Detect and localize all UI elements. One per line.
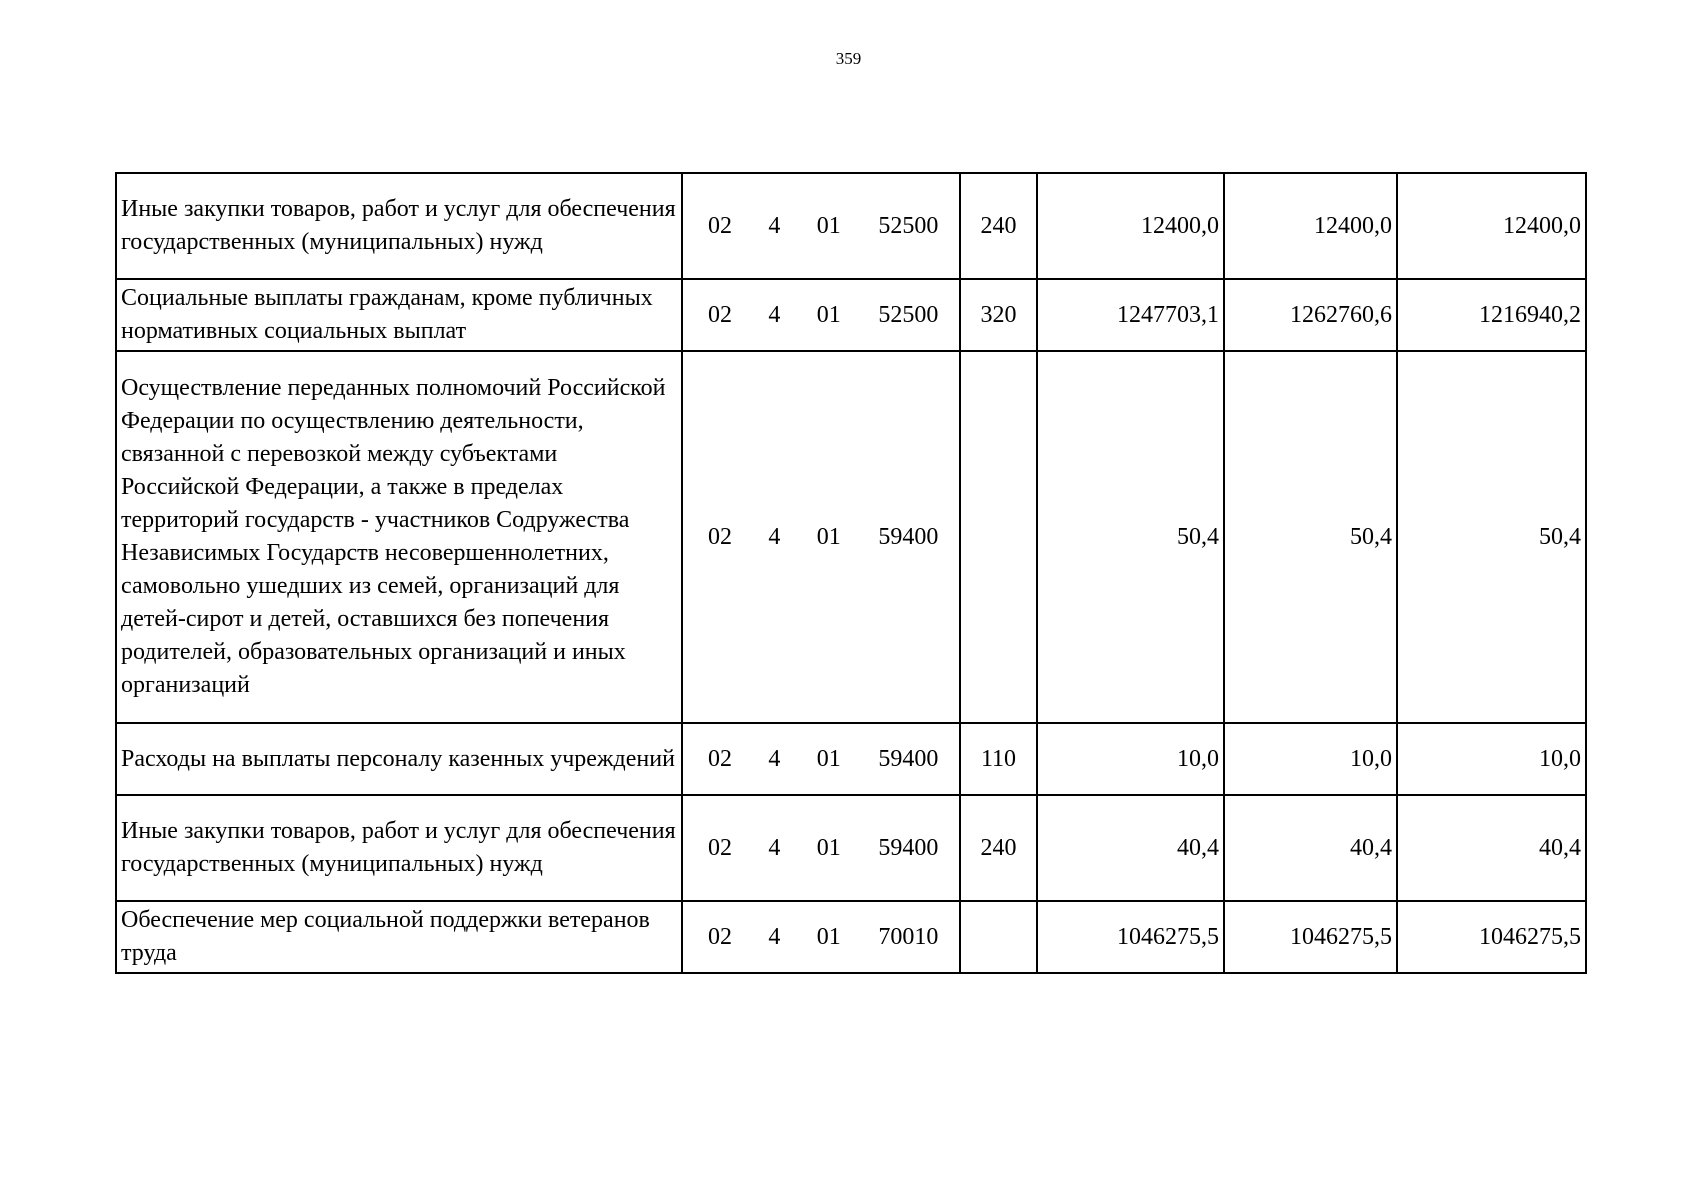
code-rz: 02 xyxy=(708,923,733,950)
row-description: Иные закупки товаров, работ и услуг для обеспечения государственных (муниципальных) нужд xyxy=(116,795,682,901)
row-amount-2: 10,0 xyxy=(1224,723,1397,795)
row-amount-3: 10,0 xyxy=(1397,723,1586,795)
code-cs2: 59400 xyxy=(878,745,939,772)
row-amount-3: 1046275,5 xyxy=(1397,901,1586,973)
code-pr: 4 xyxy=(768,301,781,328)
row-amount-1: 1046275,5 xyxy=(1037,901,1224,973)
row-amount-2: 40,4 xyxy=(1224,795,1397,901)
row-target-code xyxy=(682,795,960,901)
code-rz: 02 xyxy=(708,745,733,772)
code-cs2: 52500 xyxy=(878,212,939,239)
row-target-code xyxy=(682,351,960,723)
code-pr: 4 xyxy=(768,834,781,861)
code-rz: 02 xyxy=(708,523,733,550)
table-row xyxy=(116,795,1586,901)
code-cs2: 59400 xyxy=(878,523,939,550)
row-description: Иные закупки товаров, работ и услуг для обеспечения государственных (муниципальных) нужд xyxy=(116,173,682,279)
code-pr: 4 xyxy=(768,212,781,239)
row-description: Социальные выплаты гражданам, кроме публичных нормативных социальных выплат xyxy=(116,279,682,351)
code-cs1: 01 xyxy=(816,745,841,772)
row-description: Обеспечение мер социальной поддержки ветеранов труда xyxy=(116,901,682,973)
code-cs2: 52500 xyxy=(878,301,939,328)
code-pr: 4 xyxy=(768,923,781,950)
row-amount-1: 50,4 xyxy=(1037,351,1224,723)
code-cs1: 01 xyxy=(816,923,841,950)
row-amount-2: 1046275,5 xyxy=(1224,901,1397,973)
row-expense-type: 110 xyxy=(960,723,1037,795)
code-rz: 02 xyxy=(708,212,733,239)
row-amount-1: 12400,0 xyxy=(1037,173,1224,279)
page-number: 359 xyxy=(835,49,862,68)
table-row xyxy=(116,723,1586,795)
code-cs1: 01 xyxy=(816,834,841,861)
table-row xyxy=(116,901,1586,973)
row-amount-1: 40,4 xyxy=(1037,795,1224,901)
row-expense-type: 320 xyxy=(960,279,1037,351)
row-amount-2: 50,4 xyxy=(1224,351,1397,723)
code-cs1: 01 xyxy=(816,301,841,328)
row-expense-type xyxy=(960,901,1037,973)
row-amount-1: 10,0 xyxy=(1037,723,1224,795)
row-expense-type xyxy=(960,351,1037,723)
row-amount-3: 1216940,2 xyxy=(1397,279,1586,351)
code-cs2: 70010 xyxy=(878,923,939,950)
row-amount-3: 40,4 xyxy=(1397,795,1586,901)
row-amount-3: 12400,0 xyxy=(1397,173,1586,279)
table-row xyxy=(116,279,1586,351)
row-target-code xyxy=(682,173,960,279)
row-amount-2: 12400,0 xyxy=(1224,173,1397,279)
row-amount-3: 50,4 xyxy=(1397,351,1586,723)
code-rz: 02 xyxy=(708,301,733,328)
code-rz: 02 xyxy=(708,834,733,861)
code-cs1: 01 xyxy=(816,523,841,550)
row-target-code xyxy=(682,901,960,973)
budget-table xyxy=(115,172,1587,974)
row-target-code xyxy=(682,279,960,351)
code-cs2: 59400 xyxy=(878,834,939,861)
row-target-code xyxy=(682,723,960,795)
code-pr: 4 xyxy=(768,745,781,772)
row-expense-type: 240 xyxy=(960,795,1037,901)
code-cs1: 01 xyxy=(816,212,841,239)
row-description: Осуществление переданных полномочий Российской Федерации по осуществлению деятельности, связанной с перевозкой между субъектами Российской Федерации, а также в пределах территорий государств - участников Содружества Независимых Государств несовершеннолетних, самовольно ушедших из семей, организаций для детей-сирот и детей, оставшихся без попечения родителей, образовательных организаций и иных организаций xyxy=(116,351,682,723)
row-description: Расходы на выплаты персоналу казенных учреждений xyxy=(116,723,682,795)
row-amount-1: 1247703,1 xyxy=(1037,279,1224,351)
code-pr: 4 xyxy=(768,523,781,550)
row-amount-2: 1262760,6 xyxy=(1224,279,1397,351)
row-expense-type: 240 xyxy=(960,173,1037,279)
table-row xyxy=(116,173,1586,279)
table-row xyxy=(116,351,1586,723)
